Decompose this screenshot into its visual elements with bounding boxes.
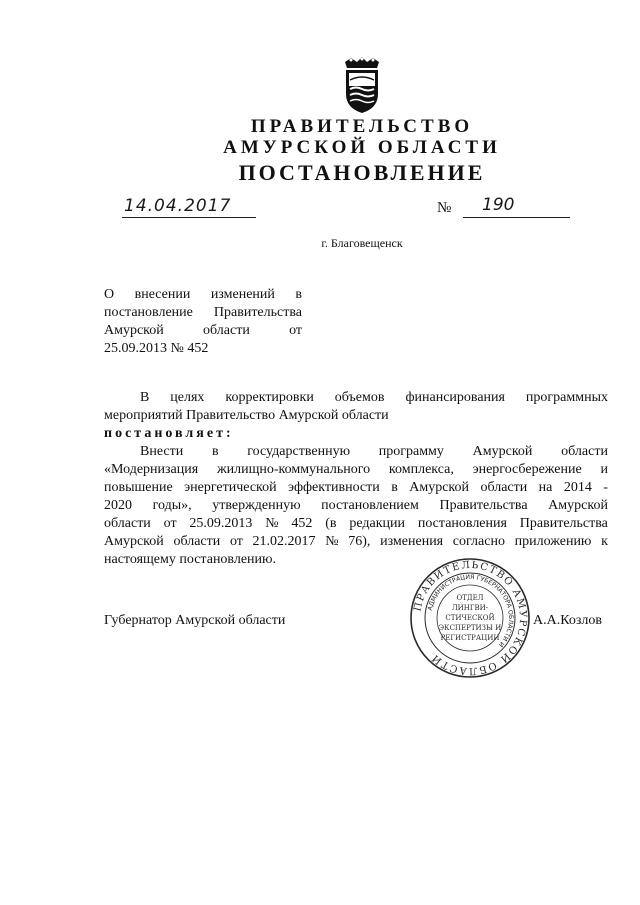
word: Амурской [548, 498, 608, 513]
word: О [104, 287, 115, 302]
word: Амурской [104, 323, 164, 338]
word: от [289, 323, 302, 338]
word: Внести [140, 444, 184, 459]
stamp-center-line: ОТДЕЛ [456, 594, 484, 602]
signatory-position: Губернатор Амурской области [104, 613, 286, 628]
document-number: 190 [482, 195, 515, 215]
word: области [561, 444, 608, 459]
word: 2014 [563, 480, 592, 495]
word: государственную [247, 444, 351, 459]
word: согласно [452, 534, 505, 549]
word: Амурской [104, 534, 164, 549]
word: программных [525, 390, 608, 405]
body-line [140, 443, 608, 461]
word: Правительства [213, 305, 302, 320]
word: мероприятий Правительство Амурской области [104, 408, 389, 423]
word: в [295, 287, 302, 302]
stamp-outer-text: ПРАВИТЕЛЬСТВО АМУРСКОЙ ОБЛАСТИ [412, 559, 529, 677]
word: редакции [349, 516, 406, 531]
city: г. Благовещенск [321, 236, 403, 250]
word: № [325, 534, 339, 549]
stamp-inner-text: АДМИНИСТРАЦИЯ ГУБЕРНАТОРА ОБЛАСТИ И [426, 573, 515, 649]
word: повышение [104, 480, 173, 495]
word: энергетической [184, 480, 277, 495]
body-line [104, 479, 608, 497]
stamp-center-line: ЭКСПЕРТИЗЫ И [438, 624, 502, 632]
word: на [538, 480, 553, 495]
word: настоящему постановлению. [104, 552, 276, 567]
word: области [203, 323, 250, 338]
stamp-center-line: ЛИНГВИ- [451, 604, 489, 612]
word: области [480, 480, 528, 495]
word: постановление [104, 305, 193, 320]
word: годы», [152, 498, 192, 513]
body-line [104, 461, 608, 479]
amur-region-coat-of-arms-icon [341, 56, 383, 114]
body-line [104, 515, 608, 533]
word: программу [378, 444, 444, 459]
word: 76), [348, 534, 371, 549]
word: 2020 [104, 498, 132, 513]
word: энергосбережение [472, 462, 582, 477]
word: Амурской [472, 444, 533, 459]
word: (в [325, 516, 337, 531]
word: «Модернизация [104, 462, 199, 477]
word: финансирования [405, 390, 505, 405]
word: от [163, 516, 177, 531]
number-label: № [437, 200, 452, 216]
word: внесении [134, 287, 191, 302]
body-line [104, 425, 608, 443]
signatory-name: А.А.Козлов [533, 613, 602, 628]
government-title: ПРАВИТЕЛЬСТВО [250, 116, 474, 137]
body-line [104, 551, 608, 569]
word: Амурской [409, 480, 470, 495]
word: № [265, 516, 279, 531]
body-line [104, 533, 608, 551]
word: в [391, 480, 398, 495]
document-date: 14.04.2017 [124, 196, 232, 216]
word: комплекса, [388, 462, 454, 477]
word: к [601, 534, 608, 549]
word: постановлением [321, 498, 419, 513]
resolves-word: постановляет: [104, 426, 234, 441]
subject-line [104, 322, 302, 340]
subject-line [104, 340, 302, 358]
word: области [173, 534, 221, 549]
region-title: АМУРСКОЙ ОБЛАСТИ [223, 137, 501, 158]
word: жилищно-коммунального [216, 462, 371, 477]
word: объемов [334, 390, 385, 405]
number-underline [463, 216, 570, 218]
word: изменения [380, 534, 444, 549]
word: Правительства [439, 498, 528, 513]
word: В [140, 390, 150, 405]
word: области [104, 516, 151, 531]
word: и [600, 462, 608, 477]
official-stamp [408, 556, 532, 680]
document-type: ПОСТАНОВЛЕНИЕ [238, 160, 486, 185]
word: утвержденную [212, 498, 301, 513]
word: изменений [210, 287, 275, 302]
word: 21.02.2017 [252, 534, 316, 549]
word: 25.09.2013 [189, 516, 253, 531]
subject-line [104, 286, 302, 304]
word: корректировки [225, 390, 314, 405]
word: эффективности [288, 480, 380, 495]
body-line [104, 497, 608, 515]
word: постановления [417, 516, 507, 531]
word: - [603, 480, 608, 495]
word: от [229, 534, 243, 549]
subject-line [104, 304, 302, 322]
body-line [104, 407, 608, 425]
body-line [140, 389, 608, 407]
stamp-center-line: РЕГИСТРАЦИИ [440, 634, 500, 642]
word: Правительства [519, 516, 608, 531]
stamp-center-line: СТИЧЕСКОЙ [445, 614, 495, 622]
word: в [211, 444, 219, 459]
date-underline [122, 216, 256, 218]
word: 452 [291, 516, 313, 531]
word: приложению [514, 534, 592, 549]
word: 25.09.2013 № 452 [104, 341, 209, 356]
word: целях [170, 390, 205, 405]
